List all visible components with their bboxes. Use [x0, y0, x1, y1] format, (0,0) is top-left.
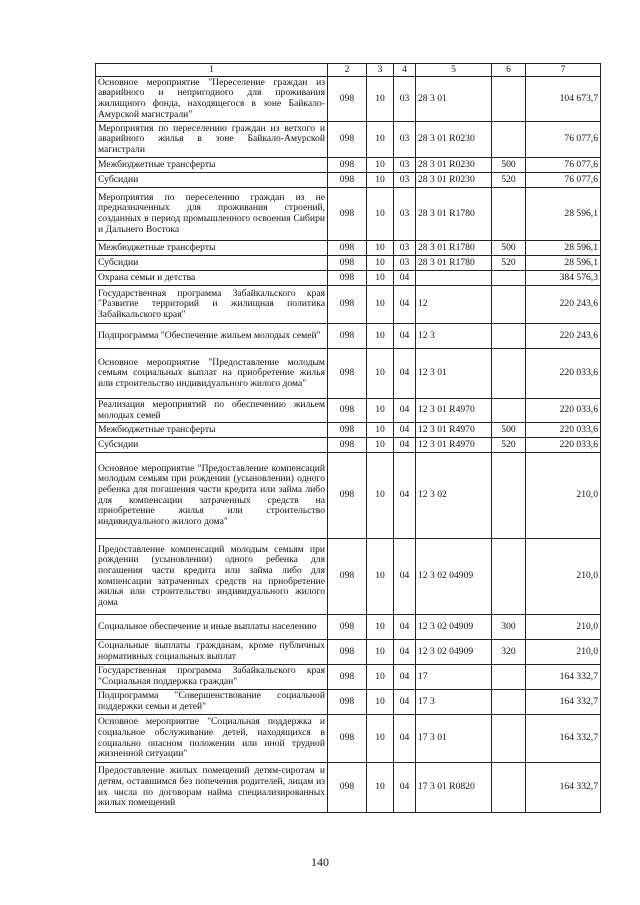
row-name-cell: Охрана семьи и детства: [96, 271, 328, 286]
section-cell: 10: [367, 539, 394, 615]
row-name-cell: Основное мероприятие "Социальная поддержка и социальное обслуживание детей, находящихся в социально опасном положении или иной трудной жизненной ситуации": [96, 715, 328, 763]
target-article-cell: 12 3 01: [416, 349, 492, 399]
amount-cell: 210,0: [526, 615, 601, 640]
ministry-code-cell: 098: [328, 241, 367, 256]
row-name-cell: Межбюджетные трансферты: [96, 158, 328, 173]
ministry-code-cell: 098: [328, 158, 367, 173]
subsection-cell: 03: [394, 122, 416, 158]
row-name-cell: Мероприятия по переселению граждан из не предназначенных для проживания строений, созданных в период промышленного освоения Сибири и Дальнего Востока: [96, 188, 328, 241]
expense-type-cell: 500: [492, 423, 526, 438]
target-article-cell: 12: [416, 286, 492, 324]
table-row: [96, 690, 601, 715]
budget-table: [95, 63, 601, 813]
subsection-cell: 04: [394, 640, 416, 665]
expense-type-cell: 520: [492, 256, 526, 271]
amount-cell: 210,0: [526, 453, 601, 539]
header-cell-3: 3: [367, 64, 394, 77]
ministry-code-cell: 098: [328, 438, 367, 453]
subsection-cell: 04: [394, 539, 416, 615]
amount-cell: 220 033,6: [526, 438, 601, 453]
ministry-code-cell: 098: [328, 539, 367, 615]
target-article-cell: 28 3 01 R1780: [416, 241, 492, 256]
table-row: [96, 286, 601, 324]
subsection-cell: 03: [394, 158, 416, 173]
ministry-code-cell: 098: [328, 173, 367, 188]
section-cell: 10: [367, 158, 394, 173]
expense-type-cell: 520: [492, 438, 526, 453]
expense-type-cell: [492, 539, 526, 615]
amount-cell: 28 596,1: [526, 256, 601, 271]
ministry-code-cell: 098: [328, 615, 367, 640]
target-article-cell: 28 3 01 R0230: [416, 173, 492, 188]
row-name-cell: Межбюджетные трансферты: [96, 241, 328, 256]
subsection-cell: 04: [394, 423, 416, 438]
target-article-cell: 12 3 01 R4970: [416, 423, 492, 438]
table-row: [96, 173, 601, 188]
header-cell-4: 4: [394, 64, 416, 77]
section-cell: 10: [367, 349, 394, 399]
expense-type-cell: [492, 715, 526, 763]
target-article-cell: 28 3 01 R0230: [416, 122, 492, 158]
table-row: [96, 715, 601, 763]
expense-type-cell: 500: [492, 241, 526, 256]
ministry-code-cell: 098: [328, 399, 367, 423]
ministry-code-cell: 098: [328, 763, 367, 813]
table-row: [96, 349, 601, 399]
ministry-code-cell: 098: [328, 286, 367, 324]
section-cell: 10: [367, 271, 394, 286]
subsection-cell: 03: [394, 173, 416, 188]
expense-type-cell: [492, 286, 526, 324]
target-article-cell: 28 3 01 R0230: [416, 158, 492, 173]
amount-cell: 220 033,6: [526, 349, 601, 399]
amount-cell: 28 596,1: [526, 241, 601, 256]
row-name-cell: Субсидии: [96, 256, 328, 271]
ministry-code-cell: 098: [328, 690, 367, 715]
expense-type-cell: [492, 399, 526, 423]
target-article-cell: 12 3 01 R4970: [416, 438, 492, 453]
expense-type-cell: [492, 122, 526, 158]
amount-cell: 220 243,6: [526, 324, 601, 349]
amount-cell: 384 576,3: [526, 271, 601, 286]
table-row: [96, 399, 601, 423]
section-cell: 10: [367, 640, 394, 665]
amount-cell: 76 077,6: [526, 158, 601, 173]
header-cell-6: 6: [492, 64, 526, 77]
target-article-cell: 12 3 02: [416, 453, 492, 539]
table-row: [96, 158, 601, 173]
section-cell: 10: [367, 77, 394, 122]
target-article-cell: 17 3 01 R0820: [416, 763, 492, 813]
amount-cell: 220 243,6: [526, 286, 601, 324]
expense-type-cell: [492, 453, 526, 539]
section-cell: 10: [367, 173, 394, 188]
amount-cell: 220 033,6: [526, 423, 601, 438]
subsection-cell: 03: [394, 188, 416, 241]
row-name-cell: Предоставление жилых помещений детям-сиротам и детям, оставшимся без попечения родителей, лицам из их числа по договорам найма специализированных жилых помещений: [96, 763, 328, 813]
header-cell-5: 5: [416, 64, 492, 77]
target-article-cell: 12 3 02 04909: [416, 640, 492, 665]
section-cell: 10: [367, 438, 394, 453]
row-name-cell: Государственная программа Забайкальского края "Социальная поддержка граждан": [96, 665, 328, 690]
subsection-cell: 03: [394, 241, 416, 256]
table-row: [96, 763, 601, 813]
row-name-cell: Социальные выплаты гражданам, кроме публичных нормативных социальных выплат: [96, 640, 328, 665]
amount-cell: 210,0: [526, 539, 601, 615]
section-cell: 10: [367, 241, 394, 256]
target-article-cell: 17 3 01: [416, 715, 492, 763]
expense-type-cell: 320: [492, 640, 526, 665]
section-cell: 10: [367, 122, 394, 158]
target-article-cell: 12 3 02 04909: [416, 539, 492, 615]
amount-cell: 164 332,7: [526, 665, 601, 690]
section-cell: 10: [367, 690, 394, 715]
ministry-code-cell: 098: [328, 77, 367, 122]
subsection-cell: 04: [394, 271, 416, 286]
row-name-cell: Социальное обеспечение и иные выплаты населению: [96, 615, 328, 640]
amount-cell: 104 673,7: [526, 77, 601, 122]
ministry-code-cell: 098: [328, 640, 367, 665]
amount-cell: 164 332,7: [526, 715, 601, 763]
subsection-cell: 04: [394, 453, 416, 539]
ministry-code-cell: 098: [328, 453, 367, 539]
table-row: [96, 256, 601, 271]
expense-type-cell: [492, 665, 526, 690]
section-cell: 10: [367, 715, 394, 763]
target-article-cell: 17: [416, 665, 492, 690]
amount-cell: 164 332,7: [526, 690, 601, 715]
ministry-code-cell: 098: [328, 349, 367, 399]
row-name-cell: Мероприятия по переселению граждан из ветхого и аварийного жилья в зоне Байкало-Амурской магистрали: [96, 122, 328, 158]
amount-cell: 28 596,1: [526, 188, 601, 241]
table-row: [96, 665, 601, 690]
row-name-cell: Реализация мероприятий по обеспечению жильем молодых семей: [96, 399, 328, 423]
subsection-cell: 04: [394, 763, 416, 813]
target-article-cell: 12 3 02 04909: [416, 615, 492, 640]
expense-type-cell: 520: [492, 173, 526, 188]
amount-cell: 164 332,7: [526, 763, 601, 813]
header-cell-2: 2: [328, 64, 367, 77]
table-row: [96, 615, 601, 640]
section-cell: 10: [367, 423, 394, 438]
header-cell-1: 1: [96, 64, 328, 77]
expense-type-cell: [492, 349, 526, 399]
page-number: 140: [311, 855, 329, 869]
ministry-code-cell: 098: [328, 665, 367, 690]
ministry-code-cell: 098: [328, 188, 367, 241]
amount-cell: 210,0: [526, 640, 601, 665]
table-body: [96, 77, 601, 813]
section-cell: 10: [367, 453, 394, 539]
row-name-cell: Межбюджетные трансферты: [96, 423, 328, 438]
target-article-cell: 28 3 01 R1780: [416, 188, 492, 241]
row-name-cell: Субсидии: [96, 173, 328, 188]
expense-type-cell: 500: [492, 158, 526, 173]
ministry-code-cell: 098: [328, 271, 367, 286]
subsection-cell: 04: [394, 324, 416, 349]
table-row: [96, 122, 601, 158]
subsection-cell: 04: [394, 438, 416, 453]
subsection-cell: 04: [394, 399, 416, 423]
row-name-cell: Основное мероприятие "Предоставление молодым семьям социальных выплат на приобретение жилья или строительство индивидуального жилого дома": [96, 349, 328, 399]
subsection-cell: 04: [394, 615, 416, 640]
table-row: [96, 438, 601, 453]
section-cell: 10: [367, 763, 394, 813]
ministry-code-cell: 098: [328, 715, 367, 763]
table-row: [96, 423, 601, 438]
subsection-cell: 04: [394, 715, 416, 763]
subsection-cell: 03: [394, 77, 416, 122]
table-row: [96, 539, 601, 615]
section-cell: 10: [367, 286, 394, 324]
header-row: [96, 64, 601, 77]
expense-type-cell: [492, 690, 526, 715]
expense-type-cell: [492, 188, 526, 241]
header-cell-7: 7: [526, 64, 601, 77]
row-name-cell: Основное мероприятие "Переселение граждан из аварийного и непригодного для проживания жилищного фонда, находящегося в зоне Байкало-Амурской магистрали": [96, 77, 328, 122]
table-row: [96, 453, 601, 539]
ministry-code-cell: 098: [328, 256, 367, 271]
expense-type-cell: [492, 77, 526, 122]
section-cell: 10: [367, 256, 394, 271]
table-row: [96, 324, 601, 349]
expense-type-cell: [492, 324, 526, 349]
section-cell: 10: [367, 324, 394, 349]
target-article-cell: [416, 271, 492, 286]
ministry-code-cell: 098: [328, 423, 367, 438]
ministry-code-cell: 098: [328, 122, 367, 158]
subsection-cell: 04: [394, 665, 416, 690]
table-row: [96, 640, 601, 665]
amount-cell: 220 033,6: [526, 399, 601, 423]
subsection-cell: 03: [394, 256, 416, 271]
subsection-cell: 04: [394, 286, 416, 324]
target-article-cell: 28 3 01: [416, 77, 492, 122]
row-name-cell: Подпрограмма "Обеспечение жильем молодых семей": [96, 324, 328, 349]
table-row: [96, 77, 601, 122]
row-name-cell: Основное мероприятие "Предоставление компенсаций молодым семьям при рождении (усыновлении) одного ребенка для погашения части кредита или займа либо для компенсации затраченных средств на приобретение жилья или строительство индивидуального жилого дома": [96, 453, 328, 539]
row-name-cell: Субсидии: [96, 438, 328, 453]
expense-type-cell: [492, 271, 526, 286]
section-cell: 10: [367, 615, 394, 640]
row-name-cell: Государственная программа Забайкальского края "Развитие территорий и жилищная политика Забайкальского края": [96, 286, 328, 324]
subsection-cell: 04: [394, 690, 416, 715]
table-row: [96, 188, 601, 241]
amount-cell: 76 077,6: [526, 173, 601, 188]
section-cell: 10: [367, 188, 394, 241]
row-name-cell: Предоставление компенсаций молодым семьям при рождении (усыновлении) одного ребенка для погашения части кредита или займа либо для компенсации затраченных средств на приобретение жилья или строительство индивидуального жилого дома: [96, 539, 328, 615]
amount-cell: 76 077,6: [526, 122, 601, 158]
target-article-cell: 12 3 01 R4970: [416, 399, 492, 423]
section-cell: 10: [367, 399, 394, 423]
target-article-cell: 28 3 01 R1780: [416, 256, 492, 271]
table-row: [96, 241, 601, 256]
expense-type-cell: 300: [492, 615, 526, 640]
target-article-cell: 12 3: [416, 324, 492, 349]
ministry-code-cell: 098: [328, 324, 367, 349]
subsection-cell: 04: [394, 349, 416, 399]
row-name-cell: Подпрограмма "Совершенствование социальной поддержки семьи и детей": [96, 690, 328, 715]
expense-type-cell: [492, 763, 526, 813]
table-row: [96, 271, 601, 286]
target-article-cell: 17 3: [416, 690, 492, 715]
section-cell: 10: [367, 665, 394, 690]
